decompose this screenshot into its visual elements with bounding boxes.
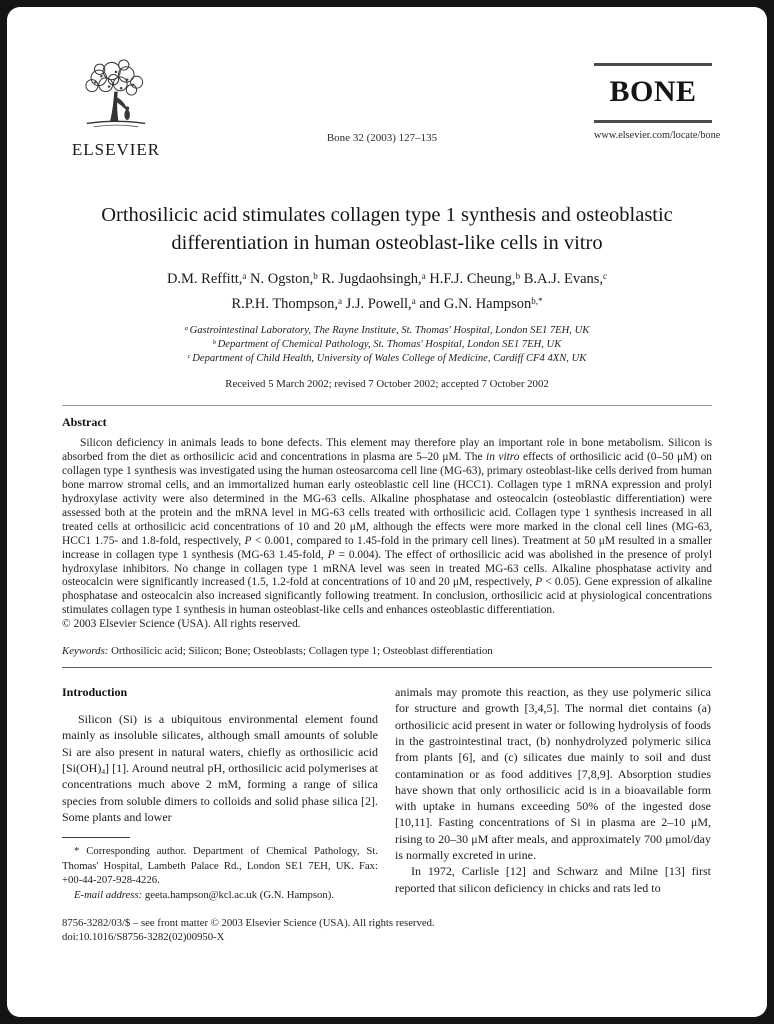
authors-line-2: R.P.H. Thompson,$^a$ J.J. Powell,$^a$ and G.N. Hampson$^{b,*}$ (231, 295, 543, 312)
journal-rule-bottom (594, 120, 712, 123)
email-address-note: E-mail address: geeta.hampson@kcl.ac.uk (G.N. Hampson). (74, 888, 334, 901)
received-dates: Received 5 March 2002; revised 7 October 2002; accepted 7 October 2002 (225, 378, 549, 391)
author-list (62, 267, 712, 317)
abstract-top-divider (62, 405, 712, 406)
left-column (62, 683, 378, 902)
doi-line: doi:10.1016/S8756-3282(02)00950-X (62, 931, 225, 944)
page-content (7, 7, 767, 945)
keywords-bottom-divider (62, 667, 712, 668)
publisher-block (62, 59, 170, 160)
affiliations (62, 324, 712, 367)
journal-title-block (594, 59, 721, 141)
journal-url: www.elsevier.com/locate/bone (594, 130, 721, 141)
corresponding-author-note: * Corresponding author. Department of Chemical Pathology, St. Thomas' Hospital, Lambeth Palace Rd., London SE1 7EH, UK. Fax: +00-44-207-928-4226. (62, 845, 378, 887)
authors-line-1: D.M. Reffitt,$^a$ N. Ogston,$^b$ R. Jugdaohsingh,$^a$ H.F.J. Cheung,$^b$ B.A.J. Evans,$^c$ (166, 270, 608, 287)
paper-page (7, 7, 767, 1017)
right-column (395, 683, 711, 902)
abstract-section (62, 415, 712, 632)
abstract-heading: Abstract (62, 415, 107, 430)
journal-header (62, 59, 721, 160)
publisher-name: ELSEVIER (71, 140, 161, 159)
abstract-copyright: © 2003 Elsevier Science (USA). All rights reserved. (62, 618, 301, 631)
introduction-paragraph-right-2: In 1972, Carlisle [12] and Schwarz and Milne [13] first reported that silicon deficiency in chicks and rats led to (395, 864, 711, 895)
introduction-heading: Introduction (62, 685, 128, 700)
journal-citation: Bone 32 (2003) 127–135 (326, 132, 438, 144)
introduction-paragraph-right-1: animals may promote this reaction, as they use polymeric silica for structure and growth [3,4,5]. The normal diet contains (a) orthosilicic acid present in water or following hydrolysis of foods in the gastrointestinal tract, (b) nonhydrolyzed polymeric silica from plants [6], and (c) silicates due mainly to soil and dust contamination or as food additives [7,8,9]. Absorption studies have shown that only orthosilicic acid is in a bioavailable form with uptake in humans exceeding 50% of the ingested dose [10,11]. Fasting concentrations of Si in plasma are 2–10 μM, rising to 20–30 μM after meals, and approximately 700 μmol/day is normally excreted in urine. (395, 685, 711, 863)
article-title: Orthosilicic acid stimulates collagen type 1 synthesis and osteoblastic differentiation in human osteoblast-like cells in vitro (101, 204, 673, 254)
footnote-block (62, 837, 378, 902)
body-columns (62, 683, 712, 902)
affiliation-c: $^c$ Department of Child Health, University of Wales College of Medicine, Cardiff CF4 4XN, UK (187, 353, 587, 365)
elsevier-tree-logo-icon (73, 59, 159, 138)
journal-title: BONE (609, 75, 697, 108)
keywords-line: Keywords: Orthosilicic acid; Silicon; Bone; Osteoblasts; Collagen type 1; Osteoblast differentiation (62, 645, 493, 658)
abstract-text: Silicon deficiency in animals leads to bone defects. This element may therefore play an important role in bone metabolism. Silicon is absorbed from the diet as orthosilicic acid and concentrations in plasma are 5–20 μM. The in vitro effects of orthosilicic acid (0–50 μM) on collagen type 1 synthesis was investigated using the human osteosarcoma cell line (MG-63), primary osteoblast-like cells derived from human bone marrow stromal cells, and an immortalized human early osteoblastic cell line (HCC1). Collagen type 1 mRNA expression and prolyl hydroxylase activity were also determined in the MG-63 cells. Alkaline phosphatase and osteocalcin (osteoblastic differentiation) were assessed both at the protein and the mRNA level in MG-63 cells treated with orthosilicic acid. Collagen type 1 synthesis increased in all treated cells at orthosilicic acid concentrations of 10 and 20 μM, although the effects were more marked in the clonal cell lines (MG-63, HCC1 1.75- and 1.8-fold, respectively, P < 0.001, compared to 1.45-fold in the primary cell lines). Treatment at 50 μM resulted in a smaller increase in collagen type 1 synthesis (MG-63 1.45-fold, P = 0.004). The effect of orthosilicic acid was abolished in the presence of prolyl hydroxylase inhibitors. No change in collagen type 1 mRNA level was seen in treated MG-63 cells. Alkaline phosphatase activity and osteocalcin were significantly increased (1.5, 1.2-fold at concentrations of 10 and 20 μM, respectively, P < 0.05). Gene expression of alkaline phosphatase and osteocalcin also increased significantly following treatment. In conclusion, orthosilicic acid at physiological concentrations stimulates collagen type 1 synthesis in human osteoblast-like cells and enhances osteoblastic differentiation. (62, 437, 712, 617)
affiliation-a: $^a$ Gastrointestinal Laboratory, The Rayne Institute, St. Thomas' Hospital, London SE1 7EH, UK (184, 324, 590, 336)
page-footer (62, 916, 712, 945)
introduction-paragraph-left: Silicon (Si) is a ubiquitous environmental element found mainly as insoluble silicates, although small amounts of soluble Si are also present in natural waters, chiefly as orthosilicic acid $[Si(OH)_4]$ [1]. Around neutral pH, orthosilicic acid polymerises at concentrations much above 2 mM, forming a range of silica species from soluble dimers to colloids and solid phase silica [2]. Some plants and lower (62, 712, 378, 824)
footnote-divider (62, 837, 130, 838)
affiliation-b: $^b$ Department of Chemical Pathology, St. Thomas' Hospital, London SE1 7EH, UK (212, 338, 562, 350)
issn-copyright-line: 8756-3282/03/$ – see front matter © 2003 Elsevier Science (USA). All rights reserved. (62, 916, 435, 929)
